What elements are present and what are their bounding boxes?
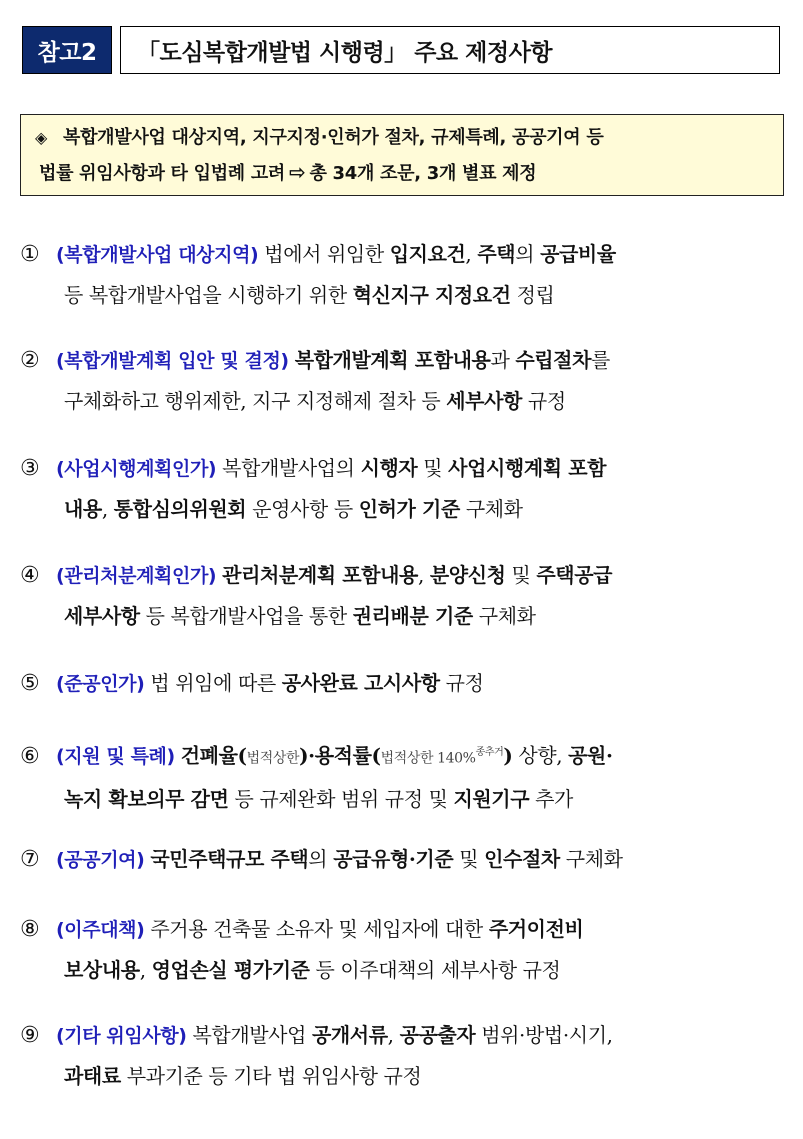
item-bold: 내용 (64, 497, 102, 521)
item-heading: (사업시행계획인가) (56, 458, 217, 480)
summary-text-1: 복합개발사업 대상지역, 지구지정·인허가 절차, 규제특례, 공공기여 등 (63, 127, 604, 148)
item-bold: 공원· (568, 743, 613, 768)
item-line-1 (20, 909, 790, 950)
item-text: , (139, 958, 152, 982)
summary-text-2a: 법률 위임사항과 타 입법례 고려 (39, 163, 286, 184)
item-text: 등 복합개발사업을 시행하기 위한 (64, 283, 353, 307)
item-text: 구체화 (472, 604, 536, 628)
item-text: 및 (505, 563, 537, 587)
item-bold: 건폐율 (180, 743, 238, 768)
item-bold: 인허가 기준 (358, 497, 460, 521)
item-bold: 입지요건 (389, 242, 466, 266)
item-bold: 주거이전비 (488, 917, 584, 941)
item-bold: )· (299, 743, 315, 768)
item-text: 운영사항 등 (246, 497, 359, 521)
item-line-2 (20, 489, 790, 529)
item-text: 를 (591, 348, 610, 372)
item-bold: 인수절차 (484, 847, 560, 871)
item-line-1 (20, 448, 790, 489)
list-item (20, 909, 790, 990)
item-bold: 주택 (477, 242, 516, 266)
item-bold: 수립절차 (515, 348, 592, 372)
item-bold: 용적률 (314, 743, 372, 768)
item-bold: 영업손실 평가기준 (151, 958, 310, 982)
item-heading: (관리처분계획인가) (56, 565, 217, 587)
item-line-2 (20, 950, 790, 990)
item-line-1 (20, 340, 790, 381)
item-line-2 (20, 381, 790, 421)
item-bold: 공급비율 (540, 242, 616, 266)
item-bold: ) (503, 743, 513, 768)
item-bold: 시행자 (360, 456, 418, 480)
item-line-1 (20, 555, 790, 596)
item-number: ① (20, 242, 40, 267)
item-line-1 (20, 663, 790, 704)
item-line-1 (20, 1015, 790, 1056)
item-text: 등 복합개발사업을 통한 (139, 604, 353, 628)
item-heading: (지원 및 특례) (56, 745, 175, 768)
item-text: 의 (515, 242, 541, 266)
item-bold: ( (371, 743, 381, 768)
item-bold: 주택공급 (536, 563, 613, 587)
item-heading: (복합개발사업 대상지역) (56, 244, 259, 266)
item-text: 등 이주대책의 세부사항 규정 (309, 958, 561, 982)
item-text: 규정 (439, 671, 484, 695)
list-item (20, 1015, 790, 1096)
item-bold: 공공출자 (399, 1023, 476, 1047)
diamond-bullet-icon: ◈ (35, 128, 48, 147)
item-bold: 공사완료 고시사항 (281, 671, 440, 695)
item-heading: (준공인가) (56, 673, 145, 695)
item-text: , (101, 497, 114, 521)
item-bold: 공개서류 (311, 1023, 388, 1047)
item-number: ⑦ (20, 847, 40, 872)
item-heading: (복합개발계획 입안 및 결정) (56, 350, 289, 372)
item-text: 등 규제완화 범위 규정 및 (228, 786, 454, 811)
item-number: ⑧ (20, 917, 40, 942)
item-line-2 (20, 596, 790, 636)
list-item (20, 733, 790, 819)
item-heading: (기타 위임사항) (56, 1025, 187, 1047)
item-text: , (417, 563, 430, 587)
item-number: ⑤ (20, 671, 40, 696)
item-bold: 공급유형·기준 (333, 847, 454, 871)
item-text: 복합개발사업 (186, 1023, 312, 1047)
item-text: 과 (490, 348, 516, 372)
item-bold: 세부사항 (446, 389, 522, 413)
item-text: 구체화하고 행위제한, 지구 지정해제 절차 등 (64, 389, 447, 413)
list-item (20, 555, 790, 636)
item-bold: 과태료 (64, 1064, 121, 1088)
item-text: 구체화 (459, 497, 523, 521)
summary-line-2 (35, 155, 771, 191)
item-text: 의 (308, 847, 334, 871)
item-bold: 통합심의위원회 (113, 497, 247, 521)
item-bold: 권리배분 기준 (352, 604, 473, 628)
item-text: 주거용 건축물 소유자 및 세입자에 대한 (144, 917, 489, 941)
item-text: 추가 (529, 786, 573, 811)
item-number: ⑥ (20, 743, 40, 769)
item-note: 법적상한 (246, 750, 300, 767)
reference-tag: 참고2 (22, 26, 112, 74)
item-heading: (이주대책) (56, 919, 145, 941)
item-note: 법적상한 140% (380, 750, 476, 767)
item-line-1 (20, 733, 790, 779)
summary-text-2b: 총 34개 조문, 3개 별표 제정 (309, 163, 537, 184)
item-line-2 (20, 779, 790, 819)
item-text: 법 위임에 따른 (144, 671, 282, 695)
summary-line-1 (35, 121, 771, 155)
item-bold: 보상내용 (64, 958, 140, 982)
item-superscript: 종추거 (475, 747, 504, 758)
item-bold: 복합개발계획 포함내용 (294, 348, 491, 372)
item-bold: 녹지 확보의무 감면 (64, 786, 229, 811)
page-title: 「도심복합개발법 시행령」 주요 제정사항 (120, 26, 780, 74)
item-text: 상향, (512, 743, 569, 768)
item-text: 구체화 (559, 847, 623, 871)
summary-box (20, 114, 784, 196)
item-bold: ( (237, 743, 247, 768)
item-number: ④ (20, 563, 40, 588)
item-line-2 (20, 1056, 790, 1096)
item-bold: 세부사항 (64, 604, 140, 628)
item-number: ⑨ (20, 1023, 40, 1048)
item-text: 규정 (521, 389, 566, 413)
list-item (20, 448, 790, 529)
item-bold: 혁신지구 지정요건 (352, 283, 511, 307)
page-header (22, 26, 782, 74)
hollow-right-arrow-icon: ⇨ (289, 160, 306, 184)
list-item (20, 839, 790, 880)
item-line-1 (20, 234, 790, 275)
item-bold: 분양신청 (429, 563, 506, 587)
item-line-2 (20, 275, 790, 315)
item-number: ② (20, 348, 40, 373)
item-heading: (공공기여) (56, 849, 145, 871)
item-text: 및 (417, 456, 449, 480)
item-text: 범위·방법·시기, (475, 1023, 613, 1047)
item-bold: 사업시행계획 포함 (448, 456, 607, 480)
item-line-1 (20, 839, 790, 880)
item-bold: 관리처분계획 포함내용 (222, 563, 418, 587)
item-bold: 지원기구 (453, 786, 530, 811)
item-bold: 국민주택규모 주택 (150, 847, 309, 871)
item-text: 및 (453, 847, 485, 871)
item-text: 법에서 위임한 (258, 242, 390, 266)
list-item (20, 663, 790, 704)
item-text: , (465, 242, 478, 266)
item-text: , (387, 1023, 400, 1047)
item-text: 부과기준 등 기타 법 위임사항 규정 (120, 1064, 422, 1088)
item-number: ③ (20, 456, 40, 481)
item-text: 복합개발사업의 (216, 456, 361, 480)
list-item (20, 340, 790, 421)
list-item (20, 234, 790, 315)
item-text: 정립 (510, 283, 555, 307)
